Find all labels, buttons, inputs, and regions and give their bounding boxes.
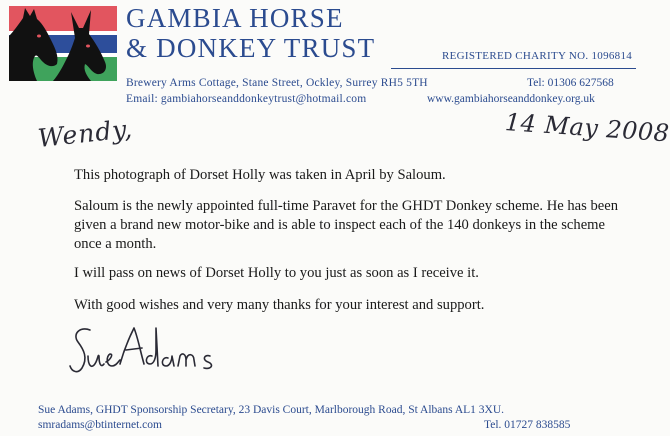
org-name-line1: GAMBIA HORSE: [126, 3, 344, 33]
org-email: Email: gambiahorseanddonkeytrust@hotmail.com: [126, 93, 367, 105]
letter-paragraph-3: I will pass on news of Dorset Holly to you just as soon as I receive it.: [74, 265, 479, 281]
charity-number: REGISTERED CHARITY NO. 1096814: [442, 50, 633, 62]
horse-eye: [37, 35, 41, 38]
logo-graphic: [9, 6, 117, 81]
signature-a-stroke: [120, 328, 144, 364]
org-telephone: Tel: 01306 627568: [527, 77, 614, 89]
letter-paragraph-4: With good wishes and very many thanks for your interest and support.: [74, 297, 485, 313]
signature-u-stroke: [88, 355, 104, 366]
donkey-eye: [86, 45, 90, 48]
signature-a2-stroke: [162, 356, 174, 366]
signature-s-stroke: [70, 329, 90, 372]
handwritten-date: 14 May 2008: [504, 108, 670, 148]
signature-e-stroke: [106, 354, 120, 366]
letter-paragraph-2: Saloum is the newly appointed full-time Paravet for the GHDT Donkey scheme. He has been given a brand new motor-bike and is able to inspect each of the 140 donkeys in the scheme once a month.: [74, 198, 619, 252]
footer-sender-address: Sue Adams, GHDT Sponsorship Secretary, 23 Davis Court, Marlborough Road, St Albans AL1 3XU.: [38, 404, 505, 416]
gambia-horse-donkey-logo: [9, 6, 117, 81]
letterhead-rule: [391, 68, 636, 69]
signature-s2-stroke: [204, 356, 211, 369]
org-name-line2: & DONKEY TRUST: [126, 33, 376, 63]
handwritten-salutation: Wendy,: [36, 114, 135, 153]
letter-paragraph-1: This photograph of Dorset Holly was taken in April by Saloum.: [74, 167, 446, 183]
signature-m-stroke: [178, 354, 195, 366]
signature-d-stroke: [146, 328, 158, 366]
org-address: Brewery Arms Cottage, Stane Street, Ockley, Surrey RH5 5TH: [126, 77, 428, 89]
footer-email: smradams@btinternet.com: [38, 419, 162, 431]
footer-telephone: Tel. 01727 838585: [484, 419, 571, 431]
org-website: www.gambiahorseanddonkey.org.uk: [427, 93, 595, 105]
handwritten-signature: [68, 320, 243, 382]
